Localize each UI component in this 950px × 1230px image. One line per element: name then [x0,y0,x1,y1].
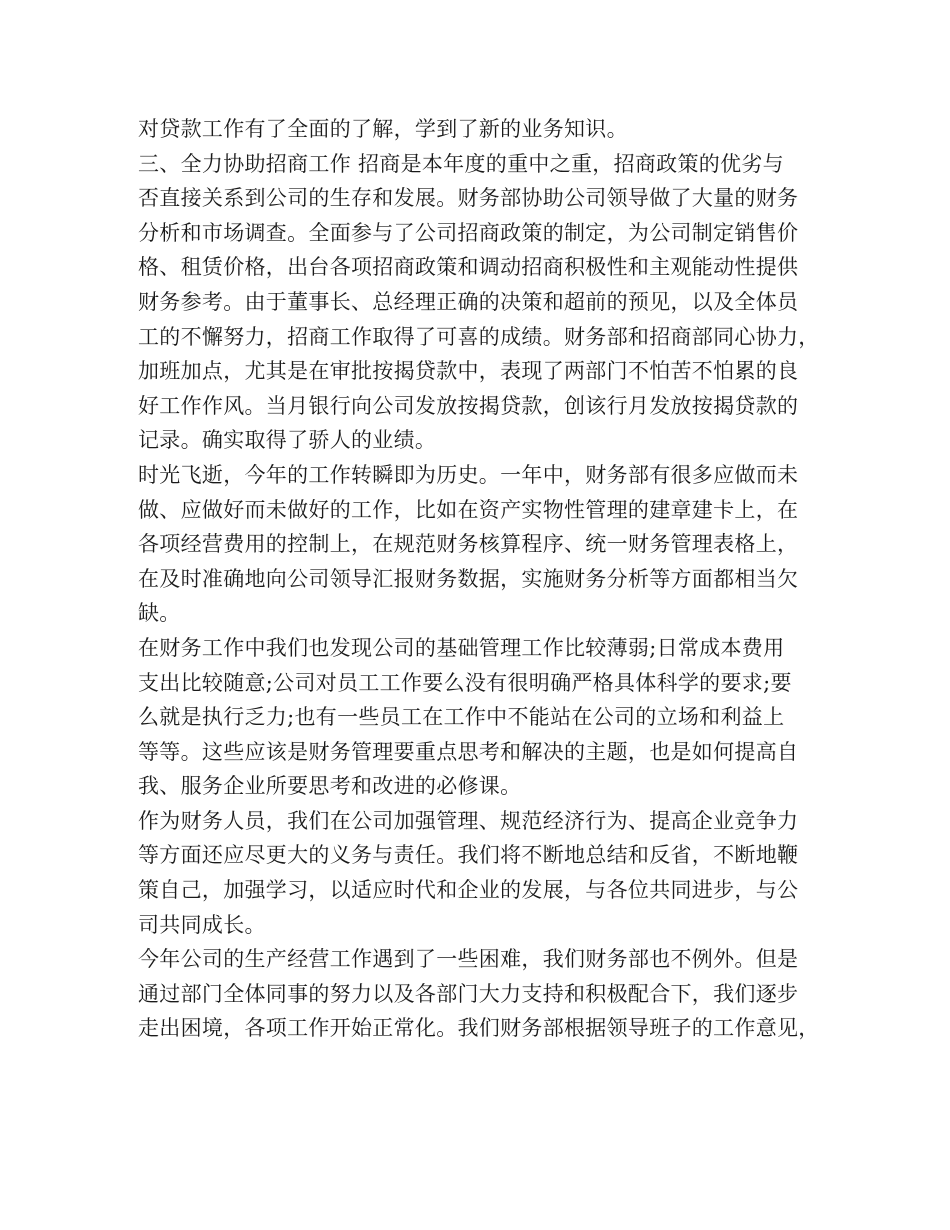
text-line: 策自己，加强学习，以适应时代和企业的发展，与各位共同进步，与公 [138,878,799,903]
text-line: 各项经营费用的控制上，在规范财务核算程序、统一财务管理表格上， [138,532,799,557]
text-line: 加班加点，尤其是在审批按揭贷款中，表现了两部门不怕苦不怕累的良 [138,359,799,384]
text-line: 好工作作风。当月银行向公司发放按揭贷款，创该行月发放按揭贷款的 [138,393,799,418]
text-line: 分析和市场调查。全面参与了公司招商政策的制定，为公司制定销售价 [138,220,799,245]
text-line: 财务参考。由于董事长、总经理正确的决策和超前的预见，以及全体员 [138,289,799,314]
text-line: 等方面还应尽更大的义务与责任。我们将不断地总结和反省，不断地鞭 [138,843,799,868]
text-line: 支出比较随意;公司对员工工作要么没有很明确严格具体科学的要求;要 [138,670,792,695]
text-line: 今年公司的生产经营工作遇到了一些困难，我们财务部也不例外。但是 [138,947,799,972]
text-line: 工的不懈努力，招商工作取得了可喜的成绩。财务部和招商部同心协力， [138,324,820,349]
text-line: 在财务工作中我们也发现公司的基础管理工作比较薄弱;日常成本费用 [138,635,785,660]
text-line: 走出困境，各项工作开始正常化。我们财务部根据领导班子的工作意见， [138,1016,820,1041]
text-line: 在及时准确地向公司领导汇报财务数据，实施财务分析等方面都相当欠 [138,566,799,591]
text-line: 作为财务人员，我们在公司加强管理、规范经济行为、提高企业竞争力 [138,808,799,833]
text-line: 对贷款工作有了全面的了解，学到了新的业务知识。 [138,117,628,141]
text-line: 通过部门全体同事的努力以及各部门大力支持和积极配合下，我们逐步 [138,981,799,1006]
document-body [138,112,828,1046]
text-line: 等等。这些应该是财务管理要重点思考和解决的主题，也是如何提高自 [138,739,799,764]
text-line: 缺。 [138,601,181,626]
text-line: 记录。确实取得了骄人的业绩。 [138,428,437,453]
text-line: 格、租赁价格，出台各项招商政策和调动招商积极性和主观能动性提供 [138,255,799,280]
text-line: 么就是执行乏力;也有一些员工在工作中不能站在公司的立场和利益上 [138,705,785,730]
text-line: 时光飞逝，今年的工作转瞬即为历史。一年中，财务部有很多应做而未 [138,462,799,487]
text-line: 做、应做好而未做好的工作，比如在资产实物性管理的建章建卡上，在 [138,497,799,522]
text-line: 我、服务企业所要思考和改进的必修课。 [138,774,522,799]
text-line: 否直接关系到公司的生存和发展。财务部协助公司领导做了大量的财务 [138,186,799,211]
text-line: 司共同成长。 [138,912,266,937]
text-line: 三、全力协助招商工作 招商是本年度的重中之重，招商政策的优劣与 [138,151,784,176]
